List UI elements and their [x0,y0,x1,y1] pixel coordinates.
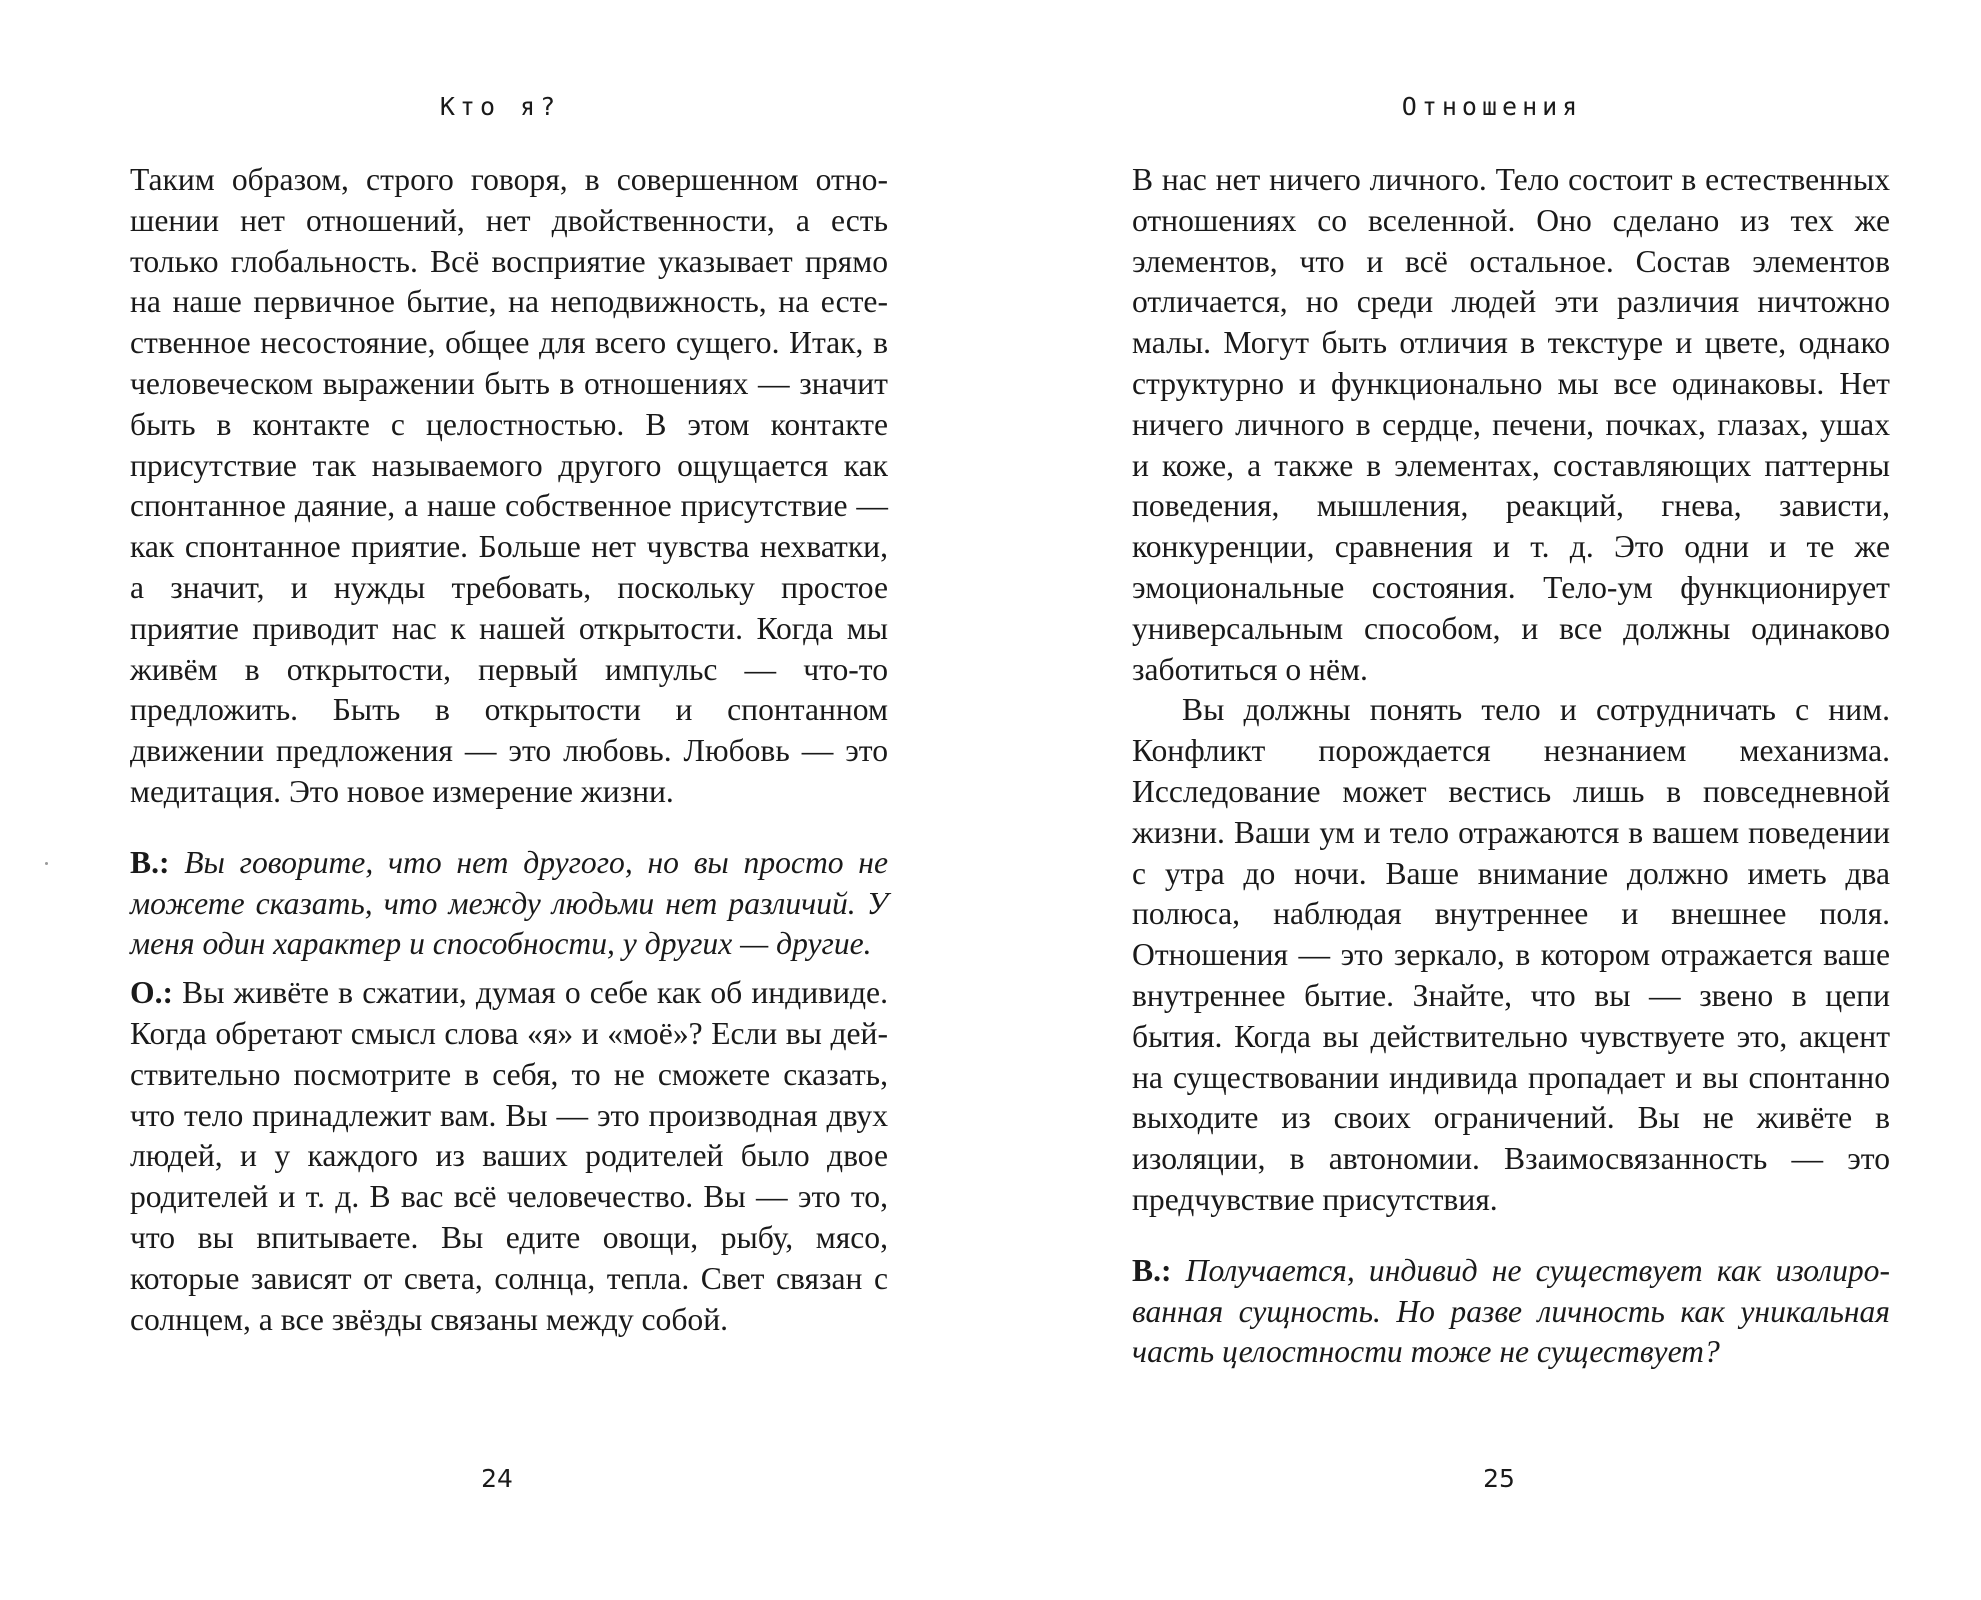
question-label: В.: [1132,1252,1172,1288]
left-page [0,0,990,1600]
answer-text: Вы живёте в сжатии, думая о себе как об индивиде. Когда обретают смысл слова «я» и «моё»? Если вы действительно посмотрите в себя, то не сможете сказать, что тело принадлежит вам. Вы — это производная двух людей, и у каждого из ваших родителей было двое родителей и т. д. В вас всё человечество. Вы — это то, что вы впитываете. Вы едите овощи, рыбу, мясо, которые зависят от света, солнца, тепла. Свет связан с солнцем, а все звёзды связаны между собой. [130,975,888,1337]
running-head: Кто я? [439,92,561,121]
question-text: Вы говорите, что нет другого, но вы просто не можете сказать, что между людьми нет различий. У меня один характер и способности, у других — другие. [130,844,889,962]
question [1132,1251,1890,1373]
answer [130,973,888,1340]
page-number: 25 [1483,1464,1515,1493]
paragraph: В нас нет ничего личного. Тело состоит в естественных отношениях со вселенной. Оно сделано из тех же элементов, что и всё остальное. Состав элементов отличается, но среди людей эти различия ничтожно малы. Могут быть отличия в текстуре и цвете, однако структурно и функционально мы все одинаковы. Нет ничего личного в сердце, печени, почках, глазах, ушах и коже, а также в элементах, составляющих паттерны поведения, мышления, реакций, гнева, зависти, конкуренции, сравнения и т. д. Это одни и те же эмоциональные состояния. Тело-ум функционирует универсальным способом, и все должны одинаково заботиться о нём. [1132,162,1890,687]
running-head: Отношения [1401,92,1583,121]
paragraph: Таким образом, строго говоря, в совершенном отношении нет отношений, нет двойственности, а есть только глобальность. Всё восприятие указывает прямо на наше первичное бытие, на неподвижность, на естественное несостояние, общее для всего сущего. Итак, в человеческом выражении быть в отношениях — значит быть в контакте с целостностью. В этом контакте присутствие так называемого другого ощущается как спонтанное даяние, а наше собственное присутствие — как спонтанное приятие. Больше нет чувства нехватки, а значит, и нужды требовать, поскольку простое приятие приводит нас к нашей открытости. Когда мы живём в открытости, первый импульс — что-то предложить. Быть в открытости и спонтанном движении предложения — это любовь. Любовь — это медитация. Это новое измерение жизни. [130,162,888,809]
page-body [130,160,888,1340]
right-page [990,0,1980,1600]
answer-label: О.: [130,975,173,1011]
question-label: В.: [130,844,170,880]
question-text: Получается, индивид не существует как изолированная сущность. Но разве личность как уникальная часть целостности тоже не существует? [1132,1252,1890,1370]
page-body [1132,160,1890,1373]
paragraph: Вы должны понять тело и сотрудничать с ним. Конфликт порождается незнанием механизма. Исследование может вестись лишь в повседневной жизни. Ваши ум и тело отражаются в вашем поведении с утра до ночи. Ваше внимание должно иметь два полюса, наблюдая внутреннее и внешнее поля. Отношения — это зеркало, в котором отражается ваше внутреннее бытие. Знайте, что вы — звено в цепи бытия. Когда вы действительно чувствуете это, акцент на существовании индивида пропадает и вы спонтанно выходите из своих ограничений. Вы не живёте в изоляции, в автономии. Взаимосвязанность — это предчувствие присутствия. [1132,692,1890,1217]
question [130,843,888,965]
page-number: 24 [481,1464,513,1493]
paper-speck [45,862,48,865]
